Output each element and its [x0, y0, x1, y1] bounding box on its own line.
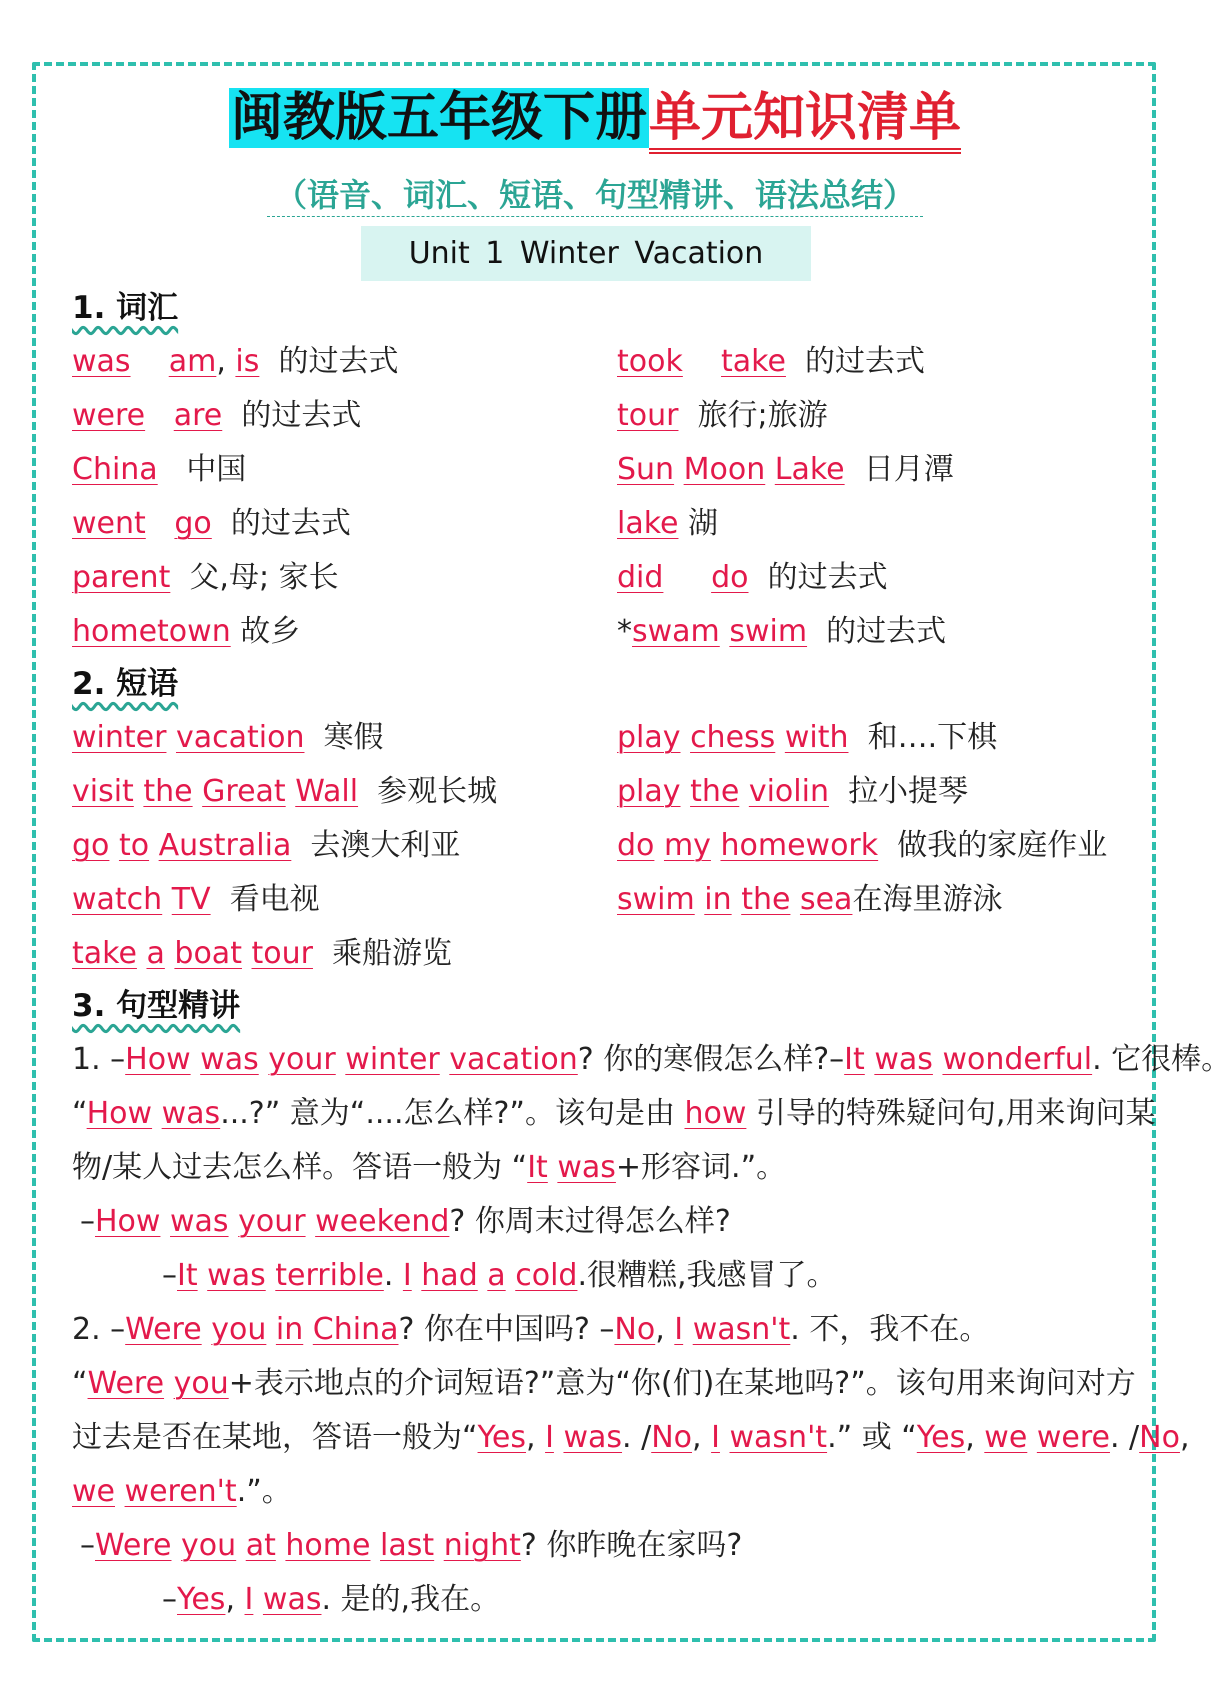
unit-title: Unit 1 Winter Vacation — [361, 226, 811, 281]
vocab-item: China 中国 — [72, 452, 247, 487]
phrase-item: swim in the sea在海里游泳 — [617, 882, 1003, 917]
phrase-item: play chess with 和….下棋 — [617, 720, 998, 755]
sentence-1-explanation: “How was...?” 意为“....怎么样?”。该句是由 how 引导的特殊疑问句,用来询问某 — [72, 1096, 1156, 1131]
phrase-item: take a boat tour 乘船游览 — [72, 936, 453, 971]
phrase-item: visit the Great Wall 参观长城 — [72, 774, 498, 809]
phrase-item: do my homework 做我的家庭作业 — [617, 828, 1108, 863]
vocab-item: Sun Moon Lake 日月潭 — [617, 452, 954, 487]
sentence-1-question: 1. –How was your winter vacation? 你的寒假怎么样?–It was wonderful. 它很棒。 — [72, 1042, 1231, 1077]
vocab-item: tour 旅行;旅游 — [617, 398, 828, 433]
vocab-item: lake 湖 — [617, 506, 719, 541]
sentence-1-example-q: –How was your weekend? 你周末过得怎么样? — [80, 1204, 731, 1239]
sentence-1-example-a: –It was terrible. I had a cold.很糟糕,我感冒了。 — [162, 1258, 837, 1293]
section-sentences-heading: 3. 句型精讲 — [72, 988, 241, 1024]
vocab-item: parent 父,母; 家长 — [72, 560, 339, 595]
sentence-2-explanation: “Were you+表示地点的介词短语?”意为“你(们)在某地吗?”。该句用来询问对方 — [72, 1366, 1136, 1401]
title-grade: 闽教版五年级下册 — [230, 88, 647, 148]
title-checklist: 单元知识清单 — [649, 88, 961, 154]
vocab-item: went go 的过去式 — [72, 506, 351, 541]
sentence-2-example-a: –Yes, I was. 是的,我在。 — [162, 1582, 501, 1617]
phrase-item: go to Australia 去澳大利亚 — [72, 828, 461, 863]
vocab-item: was am, is 的过去式 — [72, 344, 399, 379]
vocab-item: were are 的过去式 — [72, 398, 362, 433]
page-title — [0, 76, 1190, 160]
section-phrases-heading: 2. 短语 — [72, 666, 179, 702]
phrase-item: play the violin 拉小提琴 — [617, 774, 969, 809]
vocab-item: *swam swim 的过去式 — [617, 614, 947, 649]
vocab-item: did do 的过去式 — [617, 560, 888, 595]
sentence-2-explanation: we weren't.”。 — [72, 1474, 292, 1509]
phrase-item: winter vacation 寒假 — [72, 720, 384, 755]
section-vocab-heading: 1. 词汇 — [72, 290, 179, 326]
vocab-item: hometown 故乡 — [72, 614, 301, 649]
subtitle: （语音、词汇、短语、句型精讲、语法总结） — [0, 170, 1190, 216]
vocab-item: took take 的过去式 — [617, 344, 926, 379]
phrase-item: watch TV 看电视 — [72, 882, 320, 917]
sentence-2-explanation: 过去是否在某地，答语一般为“Yes, I was. /No, I wasn't.” 或 “Yes, we were. /No, — [72, 1420, 1190, 1455]
sentence-2-question: 2. –Were you in China? 你在中国吗? –No, I wasn't. 不，我不在。 — [72, 1312, 990, 1347]
sentence-1-explanation: 物/某人过去怎么样。答语一般为 “It was+形容词.”。 — [72, 1150, 787, 1185]
sentence-2-example-q: –Were you at home last night? 你昨晚在家吗? — [80, 1528, 743, 1563]
